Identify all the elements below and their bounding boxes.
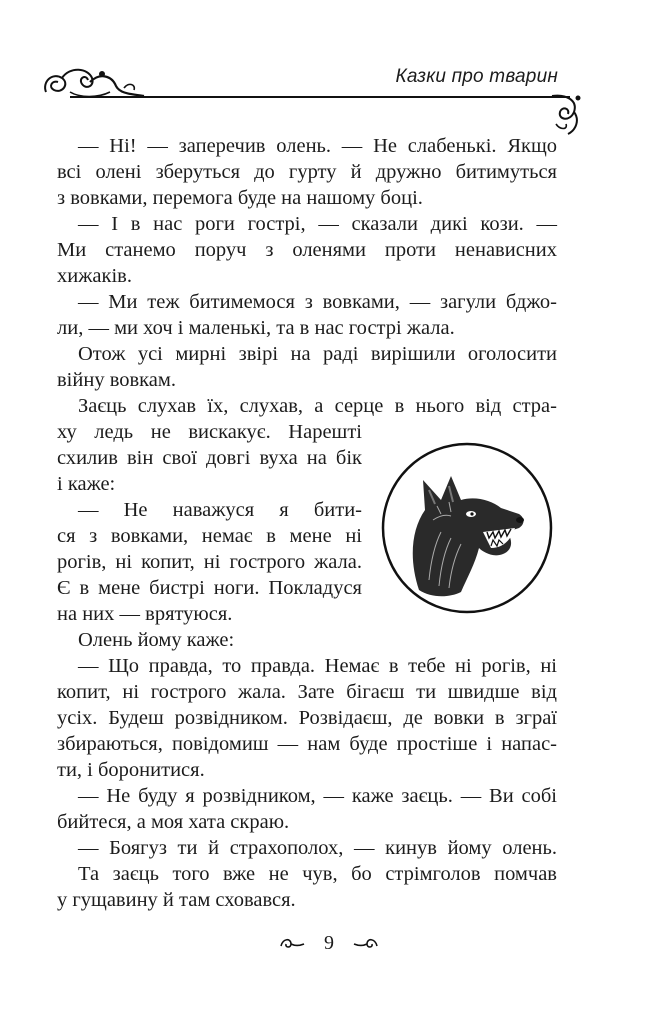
ornament-right-icon (548, 90, 584, 138)
text-line: усіх. Будеш розвідником. Розвідаєш, де вовки в зграї (57, 707, 557, 729)
folio-ornament-right-icon (353, 936, 379, 950)
text-line: на них — врятуюся. (57, 603, 233, 625)
text-line: ся з вовками, немає в мене ні (57, 525, 362, 547)
header-rule (70, 96, 570, 98)
text-line: ху ледь не вискакує. Нарешті (57, 421, 362, 443)
text-line: війну вовкам. (57, 369, 177, 391)
folio-ornament-left-icon (279, 936, 305, 950)
text-line: з вовками, перемога буде на нашому боці. (57, 187, 423, 209)
text-line: Заєць слухав їх, слухав, а серце в нього від стра- (78, 395, 557, 417)
text-line: у гущавину й там сховався. (57, 889, 296, 911)
text-line: копит, ні гострого жала. Зате бігаєш ти швидше від (57, 681, 557, 703)
text-line: Отож усі мирні звірі на раді вирішили оголосити (78, 343, 557, 365)
text-line: хижаків. (57, 265, 132, 287)
text-line: збираються, повідомиш — нам буде простіше і напас- (57, 733, 557, 755)
text-line: ти, і боронитися. (57, 759, 205, 781)
text-line: бийтеся, а моя хата скраю. (57, 811, 290, 833)
text-line: Є в мене бистрі ноги. Покладуся (57, 577, 362, 599)
text-line: Олень йому каже: (78, 629, 235, 651)
text-line: — Не буду я розвідником, — каже заєць. — Ви собі (78, 785, 557, 807)
text-line: рогів, ні копит, ні гострого жала. (57, 551, 362, 573)
text-line: — Боягуз ти й страхополох, — кинув йому олень. (78, 837, 557, 859)
text-line: — Ні! — заперечив олень. — Не слабенькі. Якщо (78, 135, 557, 157)
text-line: схилив він свої довгі вуха на бік (57, 447, 362, 469)
text-line: всі олені зберуться до гурту й дружно битимуться (57, 161, 557, 183)
text-line: Ми станемо поруч з оленями проти ненависних (57, 239, 557, 261)
text-line: і каже: (57, 473, 116, 495)
text-line: — Ми теж битимемося з вовками, — загули бджо- (78, 291, 557, 313)
page-footer (0, 931, 658, 955)
page-number: 9 (324, 931, 334, 954)
running-head: Казки про тварин (395, 66, 558, 87)
text-line: — Що правда, то правда. Немає в тебе ні рогів, ні (78, 655, 557, 677)
text-line: ли, — ми хоч і маленькі, та в нас гострі жала. (57, 317, 455, 339)
text-line: Та заєць того вже не чув, бо стрімголов помчав (78, 863, 557, 885)
wolf-head-medallion-icon (379, 440, 555, 616)
text-line: — І в нас роги гострі, — сказали дикі кози. — (78, 213, 557, 235)
text-line: — Не наважуся я бити- (78, 499, 362, 521)
